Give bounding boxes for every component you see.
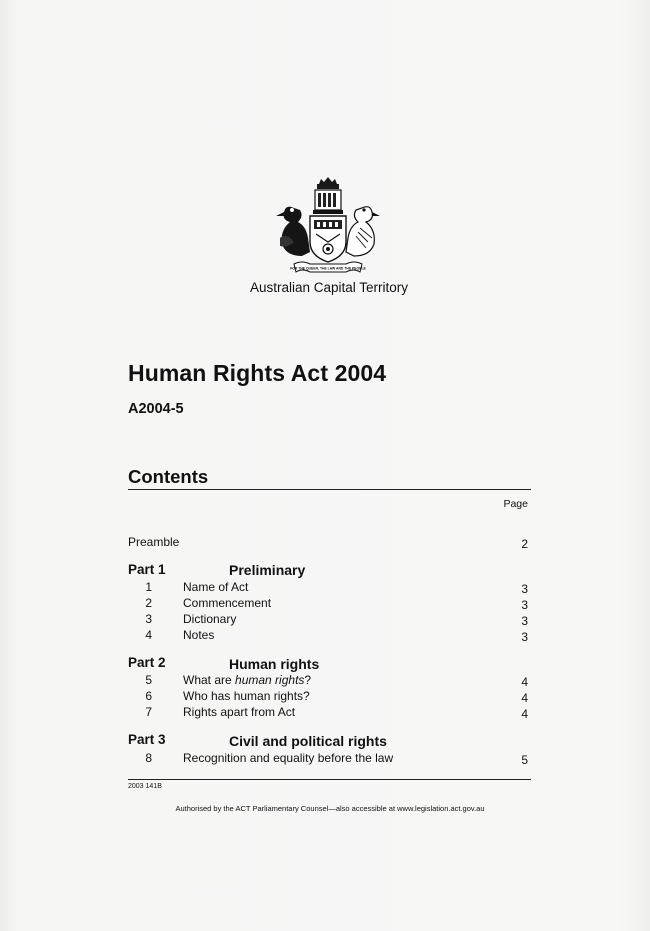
- section-6-number: 6: [145, 689, 152, 703]
- footer-code: 2003 141B: [128, 783, 162, 790]
- section-7-link[interactable]: Rights apart from Act: [183, 705, 296, 719]
- territory-name: Australian Capital Territory: [249, 280, 409, 295]
- section-8-link[interactable]: Recognition and equality before the law: [183, 751, 394, 765]
- section-3-link[interactable]: Dictionary: [183, 612, 237, 626]
- page-column-label: Page: [503, 498, 528, 510]
- section-8-page: 5: [521, 753, 528, 767]
- section-1-number: 1: [145, 580, 152, 594]
- part-3-label: Part 3: [128, 732, 166, 747]
- footer-rule: [128, 779, 531, 780]
- section-5-italic-term: human rights: [235, 673, 305, 687]
- section-5-prefix: What are: [183, 673, 236, 687]
- act-title: Human Rights Act 2004: [128, 360, 387, 386]
- section-8-number: 8: [145, 751, 152, 765]
- section-3-number: 3: [145, 612, 152, 626]
- section-5-page: 4: [521, 675, 528, 689]
- section-4-link[interactable]: Notes: [183, 628, 215, 642]
- section-6-link[interactable]: Who has human rights?: [183, 689, 310, 703]
- part-1-label: Part 1: [128, 562, 166, 577]
- part-2-label: Part 2: [128, 655, 166, 670]
- section-2-page: 3: [521, 598, 528, 612]
- section-7-page: 4: [521, 707, 528, 721]
- section-1-page: 3: [521, 582, 528, 596]
- section-7-number: 7: [145, 705, 152, 719]
- act-coat-of-arms-icon: [272, 176, 384, 278]
- crest-motto: FOR THE QUEEN, THE LAW AND THE PEOPLE: [290, 266, 366, 271]
- part-3-title[interactable]: Civil and political rights: [229, 733, 387, 749]
- section-1-link[interactable]: Name of Act: [183, 580, 249, 594]
- part-2-title[interactable]: Human rights: [229, 656, 320, 672]
- authorised-notice: Authorised by the ACT Parliamentary Counsel—also accessible at www.legislation.act.gov.au: [175, 804, 485, 813]
- section-2-number: 2: [145, 596, 152, 610]
- toc-preamble-page: 2: [521, 537, 528, 551]
- act-number: A2004-5: [128, 401, 184, 417]
- toc-preamble-link[interactable]: Preamble: [128, 535, 180, 549]
- section-4-page: 3: [521, 630, 528, 644]
- contents-heading: Contents: [128, 466, 209, 487]
- section-3-page: 3: [521, 614, 528, 628]
- section-4-number: 4: [145, 628, 152, 642]
- section-5-link[interactable]: [183, 673, 311, 687]
- section-2-link[interactable]: Commencement: [183, 596, 272, 610]
- section-5-number: 5: [145, 673, 152, 687]
- section-5-suffix: ?: [304, 673, 312, 687]
- section-6-page: 4: [521, 691, 528, 705]
- contents-rule: [128, 489, 531, 490]
- part-1-title[interactable]: Preliminary: [229, 562, 306, 578]
